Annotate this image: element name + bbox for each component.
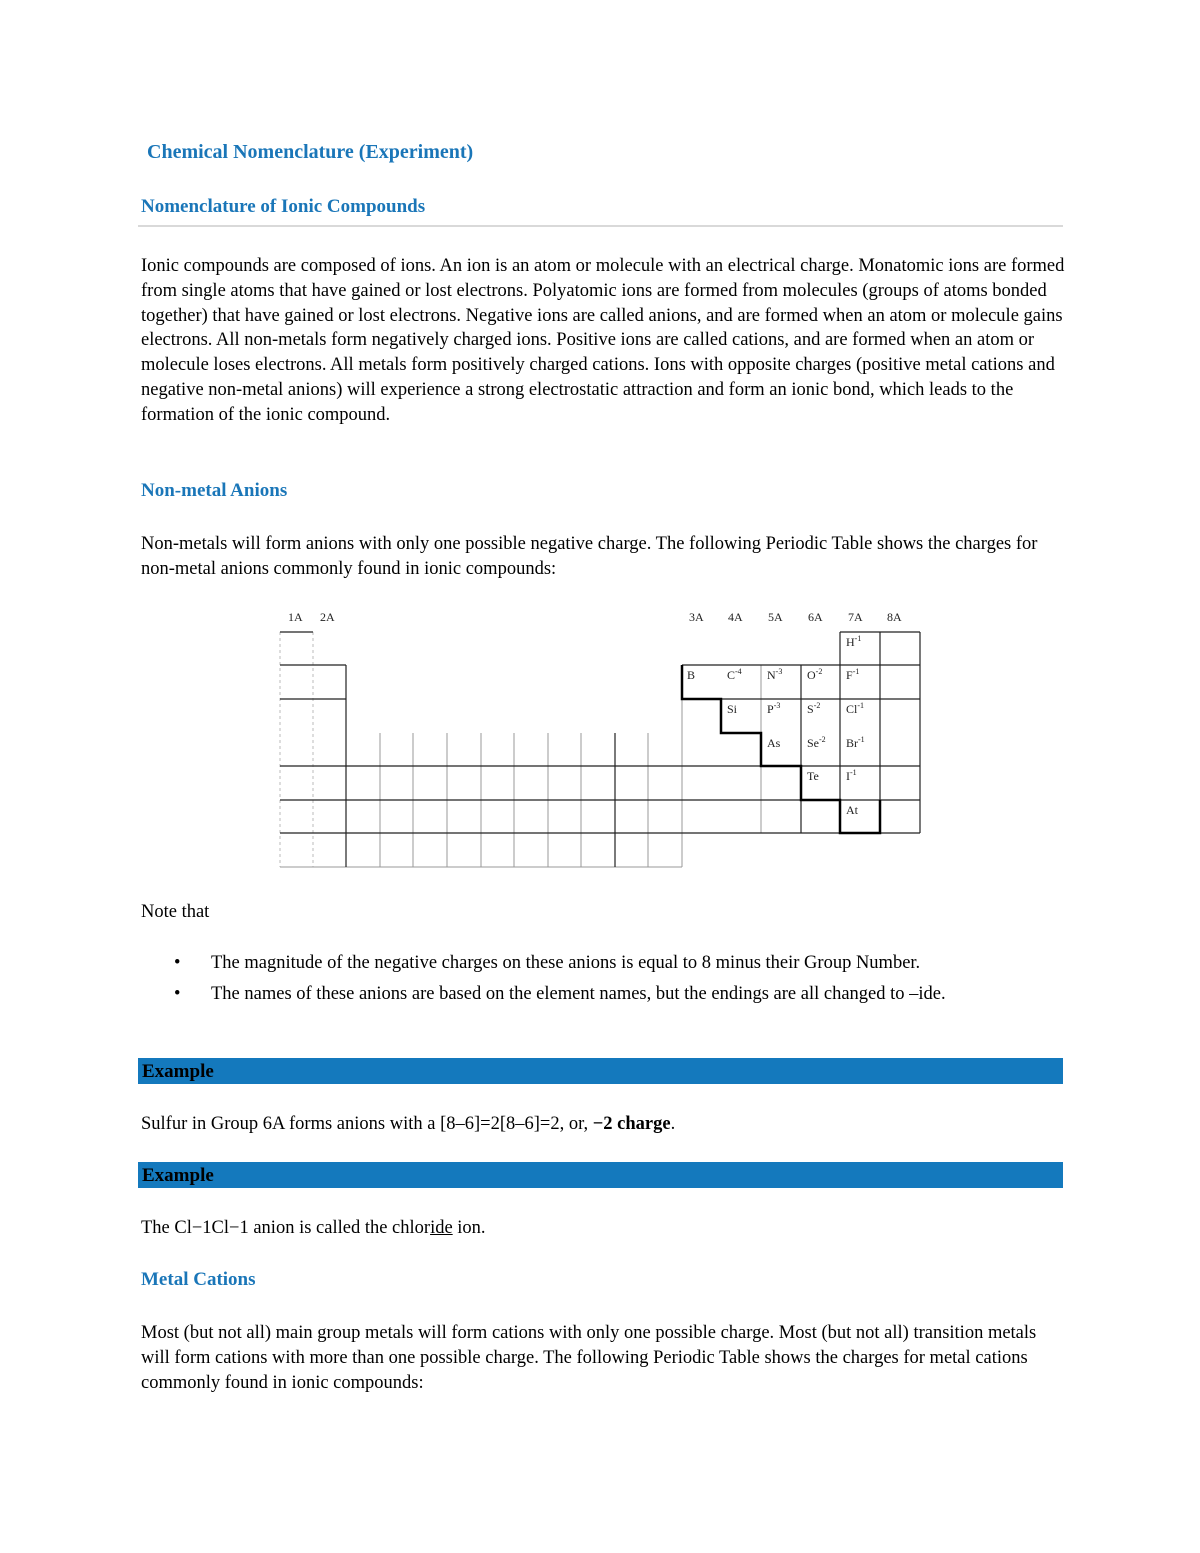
section-heading-metal-cations: Metal Cations <box>141 1269 256 1290</box>
ionic-compounds-paragraph: Ionic compounds are composed of ions. An ion is an atom or molecule with an electrical charge. Monatomic ions are formed from single atoms that have gained or lost electrons. Polyatomic ions are formed from molecules (groups of atoms bonded together) that have gained or lost electrons. Negative ions are called anions, and are formed when an atom or molecule gains electrons. All non-metals form negatively charged ions. Positive ions are called cations, and are formed when an atom or molecule loses electrons. All metals form positively charged cations. Ions with opposite charges (positive metal cations and negative non-metal anions) will experience a strong electrostatic attraction and form an ionic bond, which leads to the formation of the ionic compound. <box>141 256 1065 425</box>
example-text: Sulfur in Group 6A forms anions with a <box>141 1114 441 1134</box>
example-bar: Example <box>138 1162 1063 1188</box>
element-b: B <box>687 668 696 682</box>
element-te: Te <box>807 769 819 783</box>
metal-cations-paragraph: Most (but not all) main group metals will form cations with only one possible charge. Most (but not all) transition metals will form cations with more than one possible charge. The following Periodic Table shows the charges for metal cations commonly found in ionic compounds: <box>141 1323 1037 1393</box>
note-label: Note that <box>141 902 210 922</box>
element-br: $Br^{-1}$ <box>846 735 865 750</box>
example-formula: [8–6]=2[8–6]=2, or, <box>440 1114 593 1134</box>
nonmetal-anions-paragraph: Non-metals will form anions with only one possible negative charge. The following Periodic Table shows the charges for non-metal anions commonly found in ionic compounds: <box>141 534 1038 579</box>
example-bold: −2 charge <box>592 1114 671 1134</box>
element-c: $C^{-4}$ <box>727 667 742 682</box>
group-label: 1A <box>288 610 303 624</box>
example-end: ion. <box>452 1218 486 1238</box>
element-si: Si <box>727 702 738 716</box>
example-1-text <box>141 1112 1066 1137</box>
element-s: $S^{-2}$ <box>807 701 821 716</box>
group-label: 2A <box>320 610 335 624</box>
group-label: 6A <box>808 610 823 624</box>
example-text: The Cl−1Cl−1 anion is called the chlor <box>141 1218 431 1238</box>
element-as: As <box>767 736 781 750</box>
list-item: • The magnitude of the negative charges on these anions is equal to 8 minus their Group Number. <box>141 951 1071 976</box>
group-label: 8A <box>887 610 902 624</box>
example-bar: Example <box>138 1058 1063 1084</box>
group-label: 3A <box>689 610 704 624</box>
element-se: $Se^{-2}$ <box>807 735 826 750</box>
list-item: • The names of these anions are based on the element names, but the endings are all changed to –ide. <box>141 982 1071 1007</box>
element-n: $N^{-3}$ <box>767 667 783 682</box>
element-h: $H^{-1}$ <box>846 634 862 649</box>
element-p: $P^{-3}$ <box>767 701 781 716</box>
element-i: $I^{-1}$ <box>846 768 857 783</box>
group-label: 4A <box>728 610 743 624</box>
group-label: 5A <box>768 610 783 624</box>
element-cl: $Cl^{-1}$ <box>846 701 865 716</box>
example-underline: ide <box>430 1218 453 1238</box>
group-label: 7A <box>848 610 863 624</box>
example-2-text <box>141 1216 1066 1241</box>
element-o: $O^{-2}$ <box>807 667 823 682</box>
notes-list <box>141 951 1071 1013</box>
section-heading-ionic-compounds: Nomenclature of Ionic Compounds <box>141 196 426 217</box>
document-title: Chemical Nomenclature (Experiment) <box>147 141 474 163</box>
element-f: $F^{-1}$ <box>846 667 860 682</box>
section-heading-nonmetal-anions: Non-metal Anions <box>141 480 288 501</box>
example-end: . <box>670 1114 676 1134</box>
element-at: At <box>846 803 858 817</box>
